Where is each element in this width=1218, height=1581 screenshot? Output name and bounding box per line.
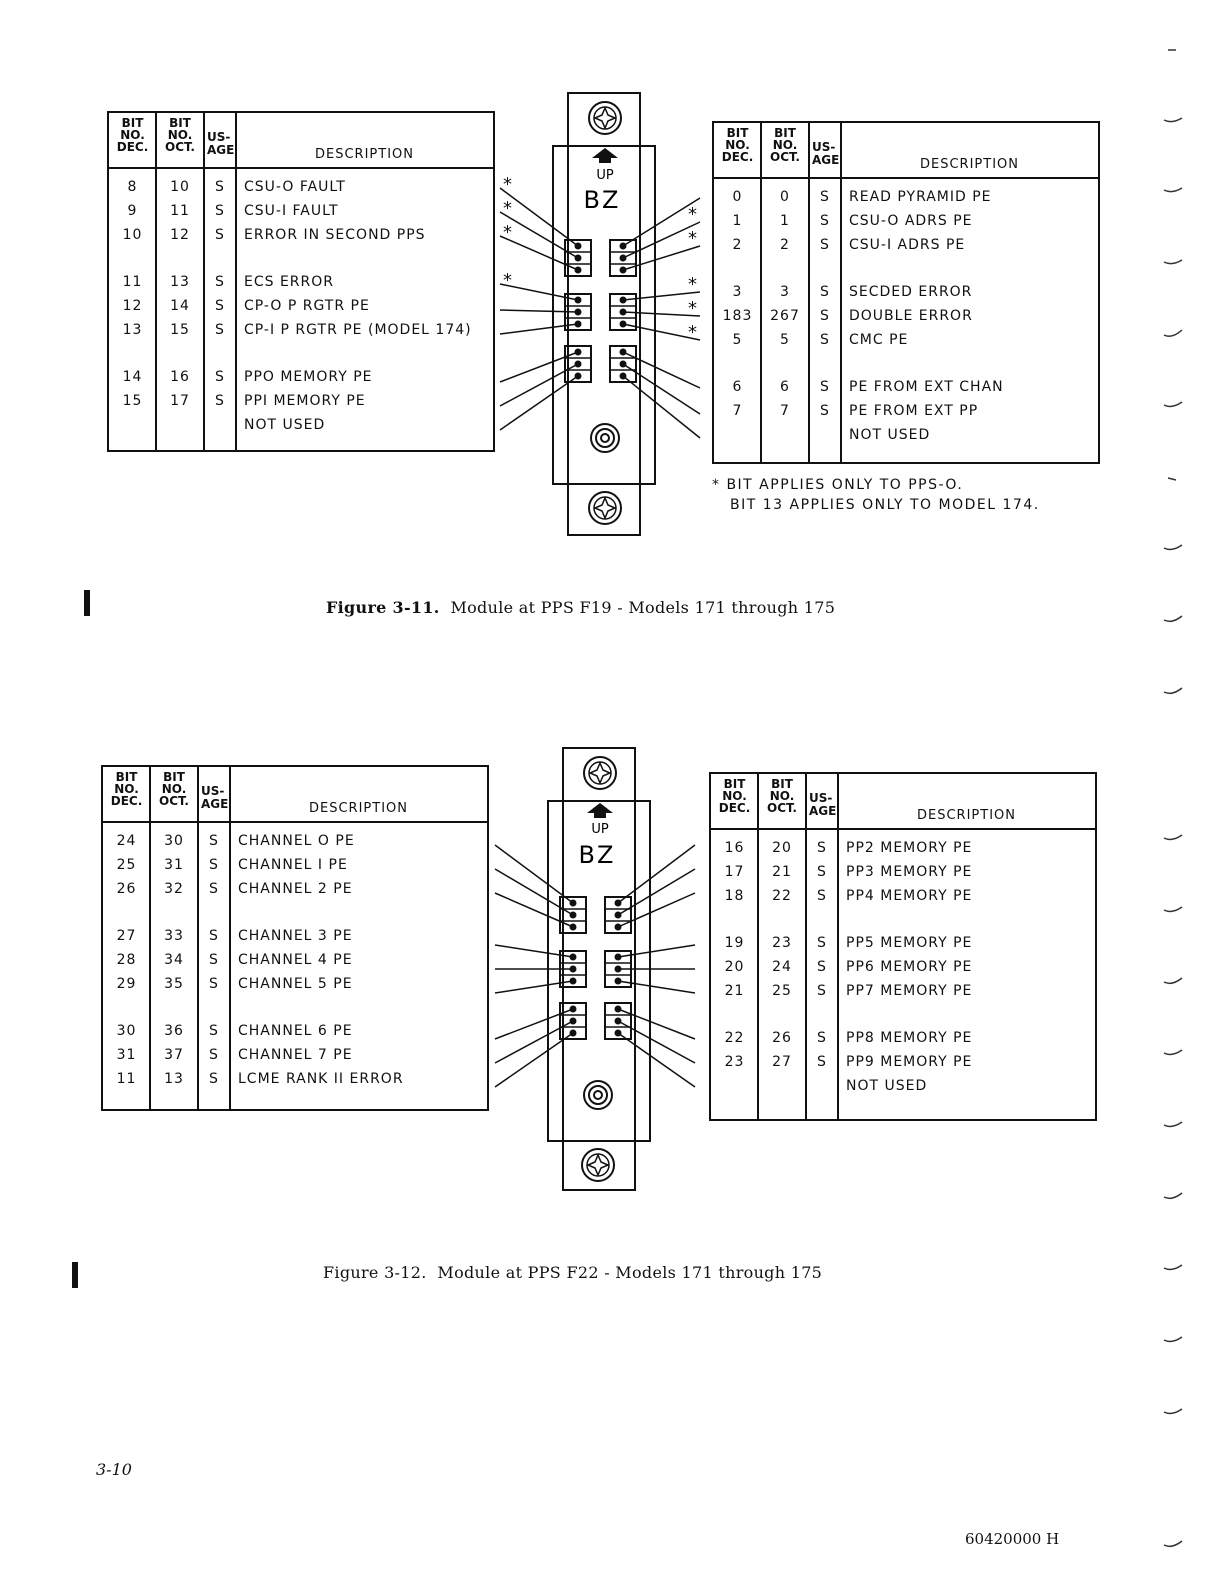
header-usage: US- bbox=[812, 140, 836, 154]
bit-dec-cell: 183 bbox=[722, 308, 753, 324]
figure-caption bbox=[326, 598, 835, 617]
header-oct-bit-no: NO. bbox=[772, 138, 798, 152]
bit-dec-cell: 3 bbox=[732, 284, 743, 300]
asterisk-marker: * bbox=[688, 274, 697, 295]
bit-oct-cell: 0 bbox=[780, 189, 790, 205]
header-usage: AGE bbox=[812, 153, 840, 167]
up-arrow-icon bbox=[592, 148, 618, 158]
module-id-label: BZ bbox=[578, 841, 616, 869]
description-cell: CHANNEL 7 PE bbox=[238, 1047, 353, 1063]
usage-cell: S bbox=[209, 881, 219, 897]
header-dec-bit-no: NO. bbox=[722, 789, 747, 803]
bit-dec-cell: 0 bbox=[732, 189, 743, 205]
screw-icon bbox=[589, 102, 621, 134]
header-description: DESCRIPTION bbox=[315, 147, 414, 162]
bit-dec-cell: 28 bbox=[116, 952, 137, 968]
header-dec-bit-no: DEC. bbox=[116, 140, 149, 154]
bit-oct-cell: 13 bbox=[170, 274, 190, 290]
description-cell: NOT USED bbox=[846, 1078, 928, 1094]
usage-cell: S bbox=[817, 1054, 827, 1070]
change-bar bbox=[72, 1262, 78, 1288]
usage-cell: S bbox=[215, 369, 225, 385]
bit-oct-cell: 20 bbox=[772, 840, 792, 856]
description-cell: CMC PE bbox=[849, 332, 909, 348]
description-cell: CP-I P RGTR PE (MODEL 174) bbox=[244, 322, 472, 338]
header-oct-bit-no: OCT. bbox=[159, 794, 189, 808]
bit-dec-cell: 27 bbox=[116, 928, 137, 944]
description-cell: READ PYRAMID PE bbox=[849, 189, 992, 205]
bit-dec-cell: 1 bbox=[732, 213, 743, 229]
description-cell: CHANNEL 3 PE bbox=[238, 928, 353, 944]
bit-oct-cell: 25 bbox=[772, 983, 792, 999]
bit-oct-cell: 11 bbox=[170, 203, 190, 219]
bit-oct-cell: 23 bbox=[772, 935, 792, 951]
bit-dec-cell: 17 bbox=[724, 864, 745, 880]
header-usage: AGE bbox=[207, 143, 235, 157]
bit-dec-cell: 7 bbox=[732, 403, 743, 419]
usage-cell: S bbox=[817, 1030, 827, 1046]
bit-dec-cell: 5 bbox=[732, 332, 743, 348]
description-cell: PPO MEMORY PE bbox=[244, 369, 373, 385]
header-description: DESCRIPTION bbox=[920, 157, 1019, 172]
header-oct-bit-no: BIT bbox=[163, 770, 185, 784]
bit-oct-cell: 2 bbox=[780, 237, 790, 253]
description-cell: CHANNEL 2 PE bbox=[238, 881, 353, 897]
header-dec-bit-no: BIT bbox=[115, 770, 138, 784]
header-oct-bit-no: OCT. bbox=[767, 801, 797, 815]
usage-cell: S bbox=[209, 857, 219, 873]
description-cell: PP4 MEMORY PE bbox=[846, 888, 973, 904]
description-cell: PP5 MEMORY PE bbox=[846, 935, 973, 951]
bit-oct-cell: 22 bbox=[772, 888, 792, 904]
figure-label: Figure 3-11. bbox=[326, 598, 440, 617]
bit-oct-cell: 26 bbox=[772, 1030, 792, 1046]
bit-table-right-fig-3-11 bbox=[712, 121, 1100, 464]
usage-cell: S bbox=[817, 864, 827, 880]
up-arrow-icon bbox=[587, 803, 613, 813]
description-cell: CHANNEL 4 PE bbox=[238, 952, 353, 968]
header-oct-bit-no: OCT. bbox=[165, 140, 195, 154]
usage-cell: S bbox=[215, 393, 225, 409]
bit-oct-cell: 5 bbox=[780, 332, 790, 348]
description-cell: DOUBLE ERROR bbox=[849, 308, 973, 324]
usage-cell: S bbox=[209, 1071, 219, 1087]
header-dec-bit-no: BIT bbox=[726, 126, 749, 140]
figure-title: Module at PPS F22 - Models 171 through 175 bbox=[437, 1263, 823, 1282]
header-usage: AGE bbox=[201, 797, 229, 811]
usage-cell: S bbox=[820, 379, 830, 395]
nut-icon bbox=[591, 424, 619, 452]
asterisk-marker: * bbox=[688, 204, 697, 225]
bit-oct-cell: 14 bbox=[170, 298, 190, 314]
page-number: 3-10 bbox=[96, 1460, 132, 1479]
header-oct-bit-no: NO. bbox=[161, 782, 187, 796]
bit-oct-cell: 16 bbox=[170, 369, 190, 385]
asterisk-marker: * bbox=[688, 228, 697, 249]
usage-cell: S bbox=[215, 298, 225, 314]
asterisk-marker: * bbox=[688, 298, 697, 319]
usage-cell: S bbox=[215, 274, 225, 290]
description-cell: NOT USED bbox=[244, 417, 326, 433]
usage-cell: S bbox=[820, 308, 830, 324]
usage-cell: S bbox=[820, 403, 830, 419]
header-oct-bit-no: BIT bbox=[771, 777, 793, 791]
bit-table-right-fig-3-12 bbox=[709, 772, 1097, 1121]
header-dec-bit-no: DEC. bbox=[721, 150, 754, 164]
bit-oct-cell: 17 bbox=[170, 393, 190, 409]
module-id-label: BZ bbox=[583, 186, 621, 214]
header-oct-bit-no: OCT. bbox=[770, 150, 800, 164]
bit-oct-cell: 36 bbox=[164, 1023, 184, 1039]
bit-dec-cell: 18 bbox=[724, 888, 745, 904]
header-usage: US- bbox=[201, 784, 225, 798]
bit-oct-cell: 31 bbox=[164, 857, 184, 873]
usage-cell: S bbox=[820, 213, 830, 229]
up-label: UP bbox=[591, 822, 609, 837]
header-description: DESCRIPTION bbox=[917, 808, 1016, 823]
usage-cell: S bbox=[209, 1023, 219, 1039]
bit-dec-cell: 31 bbox=[116, 1047, 137, 1063]
bit-oct-cell: 35 bbox=[164, 976, 184, 992]
description-cell: LCME RANK II ERROR bbox=[238, 1071, 404, 1087]
bit-dec-cell: 16 bbox=[724, 840, 745, 856]
usage-cell: S bbox=[215, 203, 225, 219]
description-cell: CSU-I FAULT bbox=[244, 203, 339, 219]
usage-cell: S bbox=[209, 976, 219, 992]
usage-cell: S bbox=[817, 959, 827, 975]
nut-icon bbox=[584, 1081, 612, 1109]
connector-module-fig-3-11 bbox=[495, 88, 715, 538]
header-oct-bit-no: BIT bbox=[774, 126, 796, 140]
bit-dec-cell: 25 bbox=[116, 857, 137, 873]
connector-module-fig-3-12 bbox=[490, 745, 710, 1195]
description-cell: PP8 MEMORY PE bbox=[846, 1030, 973, 1046]
usage-cell: S bbox=[817, 983, 827, 999]
bit-dec-cell: 12 bbox=[122, 298, 143, 314]
bit-oct-cell: 32 bbox=[164, 881, 184, 897]
header-dec-bit-no: NO. bbox=[114, 782, 139, 796]
bit-dec-cell: 11 bbox=[122, 274, 143, 290]
bit-oct-cell: 30 bbox=[164, 833, 184, 849]
description-cell: PE FROM EXT CHAN bbox=[849, 379, 1004, 395]
bit-dec-cell: 2 bbox=[732, 237, 743, 253]
asterisk-marker: * bbox=[503, 270, 512, 291]
bit-dec-cell: 19 bbox=[724, 935, 745, 951]
header-usage: AGE bbox=[809, 804, 837, 818]
bit-dec-cell: 24 bbox=[116, 833, 137, 849]
screw-icon bbox=[582, 1149, 614, 1181]
description-cell: CSU-I ADRS PE bbox=[849, 237, 966, 253]
header-oct-bit-no: NO. bbox=[769, 789, 795, 803]
bit-dec-cell: 30 bbox=[116, 1023, 137, 1039]
description-cell: CSU-O ADRS PE bbox=[849, 213, 973, 229]
usage-cell: S bbox=[820, 284, 830, 300]
usage-cell: S bbox=[209, 833, 219, 849]
bit-dec-cell: 11 bbox=[116, 1071, 137, 1087]
usage-cell: S bbox=[817, 935, 827, 951]
bit-oct-cell: 34 bbox=[164, 952, 184, 968]
header-dec-bit-no: DEC. bbox=[110, 794, 143, 808]
bit-dec-cell: 29 bbox=[116, 976, 137, 992]
bit-dec-cell: 23 bbox=[724, 1054, 745, 1070]
bit-oct-cell: 10 bbox=[170, 179, 190, 195]
header-dec-bit-no: NO. bbox=[725, 138, 750, 152]
description-cell: NOT USED bbox=[849, 427, 931, 443]
bit-dec-cell: 14 bbox=[122, 369, 143, 385]
asterisk-marker: * bbox=[503, 174, 512, 195]
usage-cell: S bbox=[209, 928, 219, 944]
header-description: DESCRIPTION bbox=[309, 801, 408, 816]
bit-oct-cell: 12 bbox=[170, 227, 190, 243]
document-number: 60420000 H bbox=[965, 1530, 1060, 1548]
bit-oct-cell: 27 bbox=[772, 1054, 792, 1070]
figure-caption bbox=[323, 1263, 822, 1282]
note-pps-o: * BIT APPLIES ONLY TO PPS-O. bbox=[712, 477, 964, 493]
screw-icon bbox=[584, 757, 616, 789]
usage-cell: S bbox=[209, 1047, 219, 1063]
asterisk-marker: * bbox=[688, 322, 697, 343]
description-cell: CHANNEL O PE bbox=[238, 833, 355, 849]
change-bar bbox=[84, 590, 90, 616]
asterisk-marker: * bbox=[503, 222, 512, 243]
usage-cell: S bbox=[215, 227, 225, 243]
note-model-174: BIT 13 APPLIES ONLY TO MODEL 174. bbox=[730, 497, 1040, 513]
header-dec-bit-no: BIT bbox=[723, 777, 746, 791]
bit-dec-cell: 26 bbox=[116, 881, 137, 897]
usage-cell: S bbox=[820, 189, 830, 205]
description-cell: PP2 MEMORY PE bbox=[846, 840, 973, 856]
description-cell: PP7 MEMORY PE bbox=[846, 983, 973, 999]
figure-title: Module at PPS F19 - Models 171 through 175 bbox=[450, 598, 836, 617]
header-oct-bit-no: NO. bbox=[167, 128, 193, 142]
bit-table-left-fig-3-11 bbox=[107, 111, 495, 452]
bit-dec-cell: 22 bbox=[724, 1030, 745, 1046]
usage-cell: S bbox=[817, 840, 827, 856]
description-cell: PPI MEMORY PE bbox=[244, 393, 366, 409]
bit-oct-cell: 37 bbox=[164, 1047, 184, 1063]
bit-oct-cell: 1 bbox=[780, 213, 790, 229]
bit-oct-cell: 24 bbox=[772, 959, 792, 975]
description-cell: PP6 MEMORY PE bbox=[846, 959, 973, 975]
bit-oct-cell: 267 bbox=[770, 308, 800, 324]
binding-edge-marks bbox=[1150, 0, 1210, 1581]
asterisk-marker: * bbox=[503, 198, 512, 219]
bit-dec-cell: 15 bbox=[122, 393, 143, 409]
bit-oct-cell: 33 bbox=[164, 928, 184, 944]
description-cell: PP9 MEMORY PE bbox=[846, 1054, 973, 1070]
description-cell: CHANNEL I PE bbox=[238, 857, 348, 873]
bit-oct-cell: 7 bbox=[780, 403, 790, 419]
bit-table-left-fig-3-12 bbox=[101, 765, 489, 1111]
bit-oct-cell: 13 bbox=[164, 1071, 184, 1087]
usage-cell: S bbox=[817, 888, 827, 904]
usage-cell: S bbox=[215, 322, 225, 338]
up-label: UP bbox=[596, 168, 614, 183]
usage-cell: S bbox=[820, 332, 830, 348]
bit-oct-cell: 21 bbox=[772, 864, 792, 880]
bit-dec-cell: 21 bbox=[724, 983, 745, 999]
header-usage: US- bbox=[809, 791, 833, 805]
header-dec-bit-no: BIT bbox=[121, 116, 144, 130]
figure-label: Figure 3-12. bbox=[323, 1263, 427, 1282]
bit-dec-cell: 8 bbox=[127, 179, 138, 195]
description-cell: CSU-O FAULT bbox=[244, 179, 346, 195]
usage-cell: S bbox=[820, 237, 830, 253]
header-oct-bit-no: BIT bbox=[169, 116, 191, 130]
bit-dec-cell: 13 bbox=[122, 322, 143, 338]
bit-oct-cell: 3 bbox=[780, 284, 790, 300]
bit-oct-cell: 15 bbox=[170, 322, 190, 338]
bit-oct-cell: 6 bbox=[780, 379, 790, 395]
bit-dec-cell: 10 bbox=[122, 227, 143, 243]
bit-dec-cell: 6 bbox=[732, 379, 743, 395]
screw-icon bbox=[589, 492, 621, 524]
description-cell: ECS ERROR bbox=[244, 274, 335, 290]
bit-dec-cell: 9 bbox=[127, 203, 138, 219]
description-cell: SECDED ERROR bbox=[849, 284, 973, 300]
header-dec-bit-no: DEC. bbox=[718, 801, 751, 815]
bit-dec-cell: 20 bbox=[724, 959, 745, 975]
description-cell: PE FROM EXT PP bbox=[849, 403, 979, 419]
header-dec-bit-no: NO. bbox=[120, 128, 145, 142]
description-cell: CHANNEL 5 PE bbox=[238, 976, 353, 992]
description-cell: CP-O P RGTR PE bbox=[244, 298, 370, 314]
header-usage: US- bbox=[207, 130, 231, 144]
description-cell: CHANNEL 6 PE bbox=[238, 1023, 353, 1039]
usage-cell: S bbox=[209, 952, 219, 968]
description-cell: ERROR IN SECOND PPS bbox=[244, 227, 426, 243]
usage-cell: S bbox=[215, 179, 225, 195]
description-cell: PP3 MEMORY PE bbox=[846, 864, 973, 880]
